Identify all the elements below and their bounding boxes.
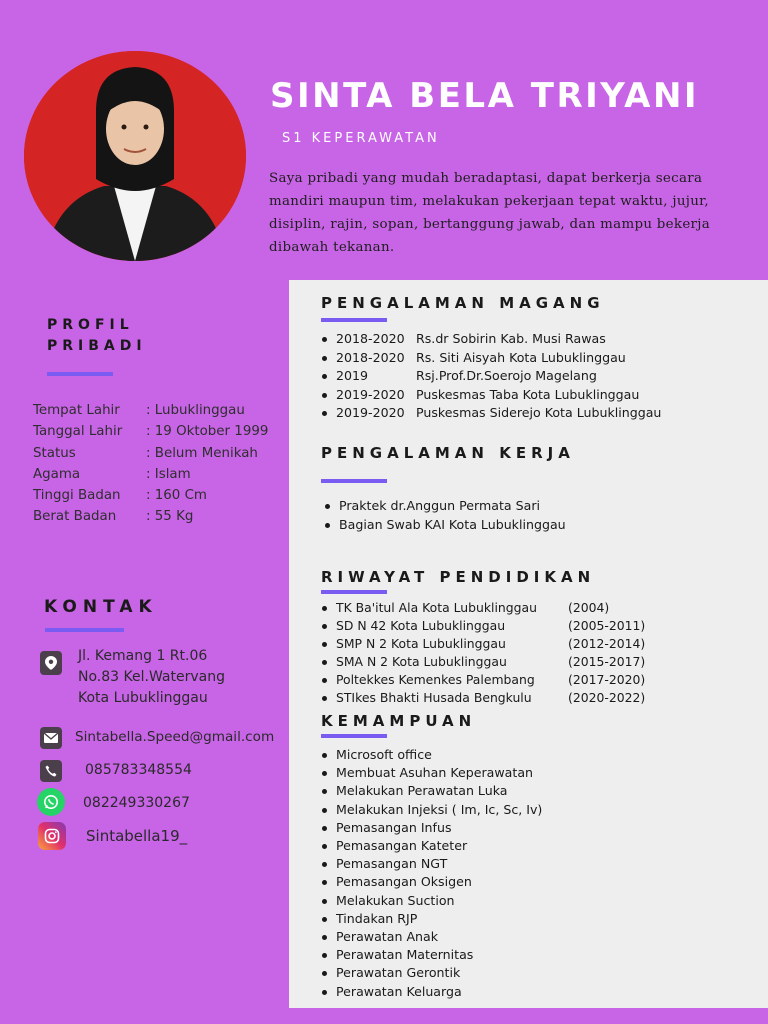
email-item[interactable] — [40, 727, 274, 749]
list-item: Perawatan Gerontik — [320, 964, 542, 982]
instagram-handle[interactable]: Sintabella19_ — [86, 827, 188, 845]
education-divider — [321, 590, 387, 594]
list-item: Perawatan Maternitas — [320, 946, 542, 964]
list-item: Melakukan Injeksi ( Im, Ic, Sc, Iv) — [320, 801, 542, 819]
profile-row: Tinggi Badan : 160 Cm — [33, 488, 207, 504]
list-item: Microsoft office — [320, 746, 542, 764]
list-item: Poltekkes Kemenkes Palembang (2017-2020) — [320, 671, 645, 689]
list-item: SMA N 2 Kota Lubuklinggau (2015-2017) — [320, 653, 645, 671]
skills-divider — [321, 734, 387, 738]
email-link[interactable]: Sintabella.Speed@gmail.com — [75, 729, 275, 745]
full-name: SINTA BELA TRIYANI — [270, 76, 700, 116]
address-item — [40, 646, 225, 709]
list-item: Perawatan Anak — [320, 928, 542, 946]
list-item: 2018-2020 Rs. Siti Aisyah Kota Lubuklinggau — [320, 349, 661, 368]
instagram-item[interactable] — [38, 822, 187, 850]
phone-number[interactable]: 085783348554 — [85, 762, 192, 778]
list-item: Pemasangan Oksigen — [320, 873, 542, 891]
list-item: SMP N 2 Kota Lubuklinggau (2012-2014) — [320, 635, 645, 653]
education-section-title: RIWAYAT PENDIDIKAN — [321, 568, 596, 586]
profile-row: Agama : Islam — [33, 466, 191, 482]
portrait-illustration — [24, 51, 246, 261]
list-item: 2019 Rsj.Prof.Dr.Soerojo Magelang — [320, 367, 661, 386]
whatsapp-number[interactable]: 082249330267 — [83, 795, 190, 811]
phone-item[interactable] — [40, 760, 192, 782]
list-item: Pemasangan Kateter — [320, 837, 542, 855]
internship-divider — [321, 318, 387, 322]
internship-list — [320, 330, 661, 423]
location-icon — [40, 651, 62, 675]
profile-section-title — [47, 315, 147, 357]
contact-divider — [45, 628, 124, 632]
address-text: Jl. Kemang 1 Rt.06 No.83 Kel.Watervang Kota Lubuklinggau — [78, 648, 225, 706]
list-item: Bagian Swab KAI Kota Lubuklinggau — [323, 516, 566, 535]
work-divider — [321, 479, 387, 483]
profile-divider — [47, 372, 113, 376]
work-list — [323, 497, 566, 534]
list-item: Perawatan Keluarga — [320, 983, 542, 1001]
list-item: 2018-2020 Rs.dr Sobirin Kab. Musi Rawas — [320, 330, 661, 349]
phone-icon — [40, 760, 62, 782]
list-item: Praktek dr.Anggun Permata Sari — [323, 497, 566, 516]
skills-list — [320, 746, 542, 1001]
profile-title-line1: PROFIL — [47, 317, 134, 333]
list-item: Pemasangan Infus — [320, 819, 542, 837]
list-item: Melakukan Perawatan Luka — [320, 782, 542, 800]
list-item: 2019-2020 Puskesmas Taba Kota Lubuklinggau — [320, 386, 661, 405]
profile-details — [33, 403, 268, 531]
contact-section-title: KONTAK — [44, 597, 158, 617]
degree-title: S1 KEPERAWATAN — [282, 131, 440, 146]
profile-summary: Saya pribadi yang mudah beradaptasi, dapat berkerja secara mandiri maupun tim, melakukan pekerjaan tepat waktu, jujur, disiplin, rajin, sopan, bertanggung jawab, dan mampu bekerja dibawah tekanan. — [269, 171, 710, 255]
list-item: STIkes Bhakti Husada Bengkulu (2020-2022) — [320, 689, 645, 707]
list-item: Membuat Asuhan Keperawatan — [320, 764, 542, 782]
skills-section-title: KEMAMPUAN — [321, 712, 477, 730]
email-icon — [40, 727, 62, 749]
profile-row: Status : Belum Menikah — [33, 445, 258, 461]
internship-section-title: PENGALAMAN MAGANG — [321, 294, 605, 312]
list-item: 2019-2020 Puskesmas Siderejo Kota Lubuklinggau — [320, 404, 661, 423]
list-item: SD N 42 Kota Lubuklinggau (2005-2011) — [320, 617, 645, 635]
list-item: Pemasangan NGT — [320, 855, 542, 873]
profile-photo — [24, 51, 246, 261]
instagram-icon — [38, 822, 66, 850]
profile-title-line2: PRIBADI — [47, 338, 147, 354]
profile-row: Tanggal Lahir : 19 Oktober 1999 — [33, 424, 269, 440]
list-item: Tindakan RJP — [320, 910, 542, 928]
profile-row: Tempat Lahir : Lubuklinggau — [33, 403, 245, 418]
list-item: Melakukan Suction — [320, 892, 542, 910]
whatsapp-icon — [37, 788, 65, 816]
list-item: TK Ba'itul Ala Kota Lubuklinggau (2004) — [320, 599, 645, 617]
education-list — [320, 599, 645, 706]
whatsapp-item[interactable] — [37, 788, 190, 816]
profile-row: Berat Badan : 55 Kg — [33, 509, 194, 525]
work-section-title: PENGALAMAN KERJA — [321, 444, 575, 462]
